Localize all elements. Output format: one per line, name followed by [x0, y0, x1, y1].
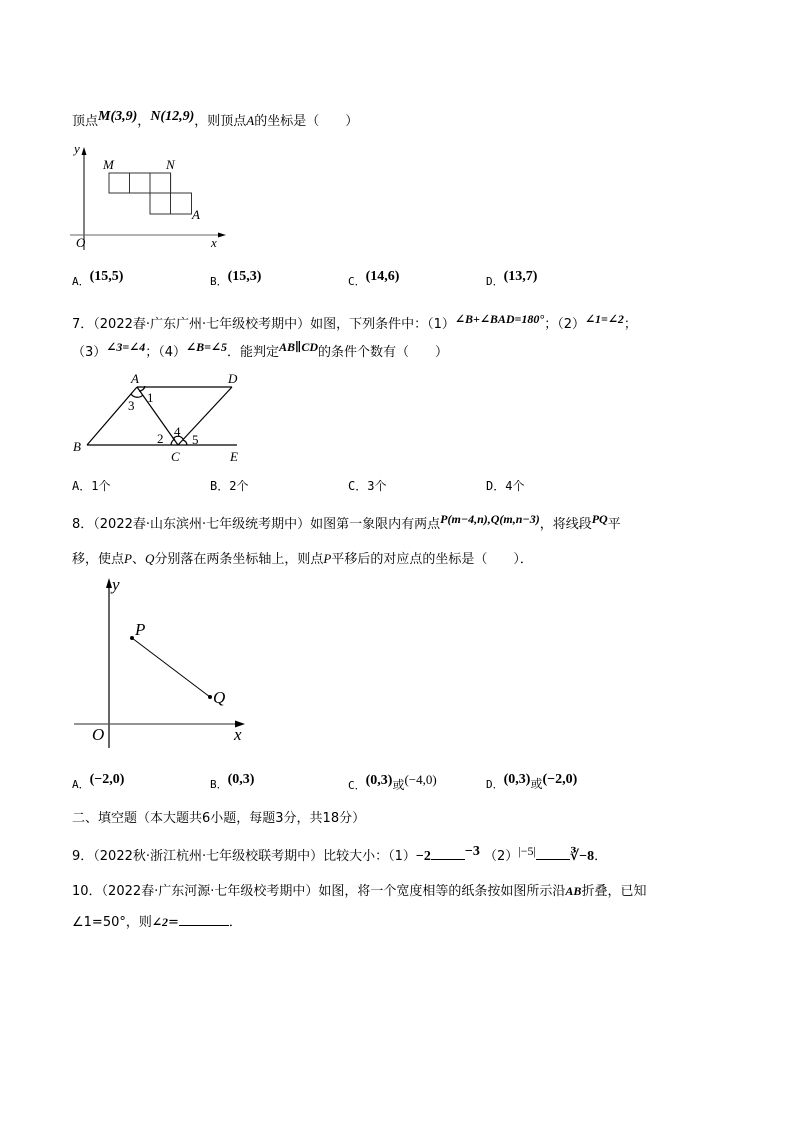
q8-text: ，将线段	[539, 517, 592, 532]
q9-end: ．	[594, 849, 608, 864]
q8-text: 平	[607, 517, 621, 532]
option-letter: C．	[348, 275, 366, 288]
option-value: (0,3)	[365, 773, 393, 788]
q10-stem-line1	[72, 885, 646, 898]
q8-option-b	[210, 772, 255, 792]
option-value: 1个	[91, 479, 111, 493]
q8-stem-line2	[72, 552, 533, 566]
q9-value-1: −2	[415, 849, 431, 864]
q6-label-y: y	[74, 141, 80, 156]
option-value: (15,3)	[227, 269, 262, 284]
q8-text: 分别落在两条坐标轴上，则点	[154, 552, 324, 567]
q7-text: ．能判定	[226, 345, 279, 360]
q8-text: 移，使点	[72, 552, 125, 567]
q8-label-o: O	[92, 725, 105, 744]
q6-option-b	[210, 269, 262, 289]
q8-option-a	[72, 772, 125, 792]
q6-stem	[72, 109, 359, 129]
option-value: (0,3)	[227, 772, 255, 787]
q6-label-o: O	[76, 235, 86, 250]
q6-var-a: A	[246, 113, 255, 128]
q8-stem-line1	[72, 512, 621, 532]
q10-angle-2: ∠2	[151, 915, 168, 929]
q10-text: 折叠，已知	[581, 884, 647, 899]
q7-source: （2022春·广东广州·七年级校考期中）	[93, 317, 311, 332]
option-letter: C．	[348, 779, 366, 792]
option-value: (14,6)	[365, 269, 400, 284]
option-value: (0,3)	[503, 772, 531, 787]
q7-option-d	[486, 480, 524, 492]
option-letter: B．	[210, 275, 228, 288]
section-2-title: 二、填空题（本大题共6小题，每题3分，共18分）	[72, 811, 366, 826]
q9-value-2: −3	[464, 844, 480, 859]
q7-angle-4: 4	[174, 424, 181, 439]
q8-var-p: P	[323, 551, 332, 566]
q7-option-a	[72, 480, 110, 492]
q6-grid-figure	[70, 143, 230, 253]
q9-blank-1[interactable]	[431, 858, 465, 860]
q6-option-d	[486, 269, 538, 289]
q9-value-3: |−5|	[518, 844, 536, 858]
q9-text: （2）	[484, 849, 519, 864]
q7-label-e: E	[230, 449, 238, 464]
q8-label-y: y	[112, 575, 120, 594]
q9-source: （2022秋·浙江杭州·七年级校联考期中）	[93, 849, 324, 864]
q7-parallel: AB∥CD	[278, 340, 319, 354]
q7-text: ；（4）	[145, 345, 187, 360]
q7-text: 的条件个数有（ ）	[318, 345, 449, 360]
q8-coordinate-figure	[60, 570, 270, 750]
option-letter: D．	[486, 479, 506, 493]
q8-label-q: Q	[213, 688, 226, 707]
q8-option-d	[486, 772, 578, 792]
q6-stem-end: 的坐标是（ ）	[254, 114, 359, 129]
q7-label-a: A	[131, 371, 139, 386]
option-letter: B．	[210, 778, 228, 791]
q7-label-d: D	[228, 371, 238, 386]
q7-cond1: ∠B+∠BAD=180°	[454, 312, 545, 326]
q8-number: 8．	[72, 517, 94, 532]
option-letter: A．	[72, 778, 90, 791]
q10-blank[interactable]	[179, 924, 229, 926]
q6-sep: ，	[137, 114, 151, 129]
option-or: 或	[530, 777, 543, 791]
option-value: (13,7)	[503, 269, 538, 284]
q8-source: （2022春·山东滨州·七年级统考期中）	[93, 517, 311, 532]
q7-text: 如图，下列条件中：（1）	[310, 317, 455, 332]
option-value: (15,5)	[89, 269, 124, 284]
option-letter: A．	[72, 479, 92, 493]
q7-cond2: ∠1=∠2	[584, 312, 624, 326]
q6-option-a	[72, 269, 124, 289]
option-value: 4个	[505, 479, 525, 493]
q10-end: ．	[228, 915, 242, 930]
option-letter: B．	[210, 479, 230, 493]
q8-segment: PQ	[591, 512, 608, 526]
q9-value-4: ∛−8	[569, 849, 595, 864]
q9-number: 9．	[72, 849, 94, 864]
q8-label-p: P	[135, 620, 146, 639]
q7-angle-2: 2	[157, 431, 164, 446]
q7-number: 7．	[72, 317, 94, 332]
q6-stem-suffix: ，则顶点	[194, 114, 247, 129]
q10-ab: AB	[565, 884, 582, 898]
q7-option-b	[210, 480, 248, 492]
q8-text: 如图第一象限内有两点	[310, 517, 441, 532]
q10-source: （2022春·广东河源·七年级校考期中）	[101, 884, 319, 899]
option-value: (−2,0)	[89, 772, 125, 787]
q7-angle-5: 5	[192, 432, 199, 447]
q7-parallelogram-figure	[65, 365, 265, 470]
q6-label-a: A	[192, 207, 200, 222]
option-value: 2个	[229, 479, 249, 493]
q6-label-m: M	[103, 157, 114, 172]
q7-label-b: B	[73, 439, 81, 454]
q10-text: ，则	[125, 915, 152, 930]
q8-sep: 、	[131, 552, 145, 567]
q7-label-c: C	[171, 449, 180, 464]
q7-text: （3）	[72, 345, 107, 360]
q6-option-c	[348, 269, 400, 289]
q10-given: ∠1=50°	[72, 915, 126, 930]
q7-cond4: ∠B=∠5	[186, 340, 227, 354]
q7-cond3: ∠3=∠4	[106, 340, 146, 354]
q9-stem	[72, 844, 608, 864]
option-letter: C．	[348, 479, 368, 493]
option-or: 或	[392, 778, 405, 792]
option-letter: A．	[72, 275, 90, 288]
q8-var-p: P	[124, 551, 132, 566]
q7-angle-3: 3	[128, 398, 135, 413]
q10-number: 10．	[72, 884, 102, 899]
q7-angle-1: 1	[147, 390, 154, 405]
q10-eq: =	[167, 915, 179, 930]
q9-text: 比较大小：（1）	[323, 849, 416, 864]
q6-label-x: x	[211, 235, 217, 250]
option-value2: (−2,0)	[542, 772, 578, 787]
q8-points: P(m−4,n),Q(m,n−3)	[440, 512, 540, 526]
q8-label-x: x	[234, 725, 242, 744]
q10-stem-line2	[72, 916, 242, 929]
q7-stem-line1	[72, 312, 637, 332]
q7-text: ；（2）	[544, 317, 585, 332]
q8-option-c	[348, 772, 437, 793]
q8-var-q: Q	[144, 551, 155, 566]
q6-point-n: N(12,9)	[150, 109, 195, 124]
q8-text: 平移后的对应点的坐标是（ ）．	[331, 552, 533, 567]
q7-option-c	[348, 480, 386, 492]
q6-stem-prefix: 顶点	[72, 114, 99, 129]
q6-label-n: N	[166, 157, 175, 172]
q7-text: ；	[623, 317, 637, 332]
q6-point-m: M(3,9)	[98, 109, 138, 124]
option-letter: D．	[486, 275, 504, 288]
q10-text: 如图，将一个宽度相等的纸条按如图所示沿	[318, 884, 566, 899]
option-value2: (−4,0)	[404, 772, 437, 787]
option-letter: D．	[486, 778, 504, 791]
q7-stem-line2	[72, 340, 449, 360]
q9-blank-2[interactable]	[536, 858, 570, 860]
option-value: 3个	[367, 479, 387, 493]
